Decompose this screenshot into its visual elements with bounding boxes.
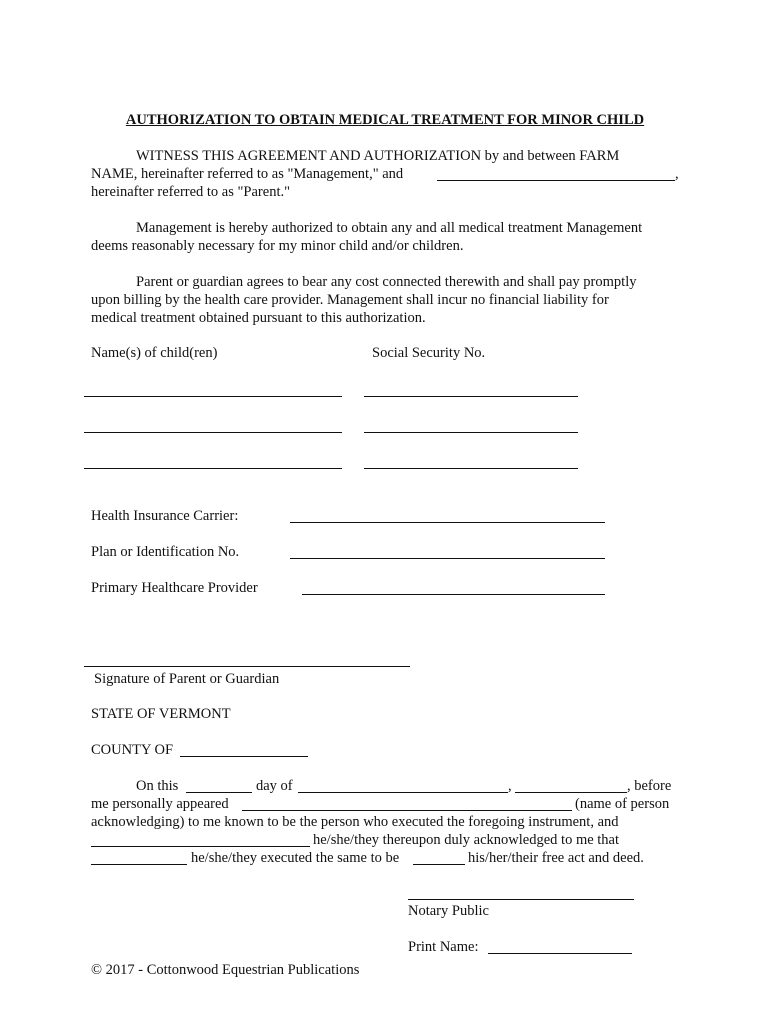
parent-name-blank[interactable] <box>437 180 675 181</box>
appeared-name-blank[interactable] <box>242 810 572 811</box>
document-title: AUTHORIZATION TO OBTAIN MEDICAL TREATMENT FOR MINOR CHILD <box>125 112 645 128</box>
on-this-label: On this <box>136 778 179 794</box>
day-blank[interactable] <box>186 792 252 793</box>
appeared-label: me personally appeared <box>91 796 229 812</box>
copyright-footer: © 2017 - Cottonwood Equestrian Publications <box>91 962 360 978</box>
insurance-carrier-blank[interactable] <box>290 522 605 523</box>
print-name-label: Print Name: <box>408 939 479 955</box>
signature-blank[interactable] <box>84 666 410 667</box>
insurance-carrier-label: Health Insurance Carrier: <box>91 508 239 524</box>
child-name-blank-2[interactable] <box>84 432 342 433</box>
before-label: , before <box>627 778 672 794</box>
witness-line-2 <box>91 166 403 183</box>
free-act-blank[interactable] <box>413 864 465 865</box>
cost-line-3: medical treatment obtained pursuant to this authorization. <box>91 310 426 326</box>
plan-id-blank[interactable] <box>290 558 605 559</box>
plan-id-label: Plan or Identification No. <box>91 544 240 560</box>
year-blank[interactable] <box>515 792 627 793</box>
child-ssn-blank-2[interactable] <box>364 432 578 433</box>
children-names-label: Name(s) of child(ren) <box>91 345 218 361</box>
child-ssn-blank-3[interactable] <box>364 468 578 469</box>
name-of-person-label: (name of person <box>575 796 670 812</box>
month-blank[interactable] <box>298 792 508 793</box>
notary-signature-blank[interactable] <box>408 899 634 900</box>
acknowledged-person-blank[interactable] <box>91 846 310 847</box>
executed-line: he/she/they executed the same to be <box>191 850 400 866</box>
county-label: COUNTY OF <box>91 742 174 758</box>
day-of-label: day of <box>256 778 293 794</box>
month-comma: , <box>508 778 512 794</box>
state-label: STATE OF VERMONT <box>91 706 231 722</box>
notary-public-label: Notary Public <box>408 903 489 919</box>
cost-line-1: Parent or guardian agrees to bear any cost connected therewith and shall pay promptly <box>136 274 637 290</box>
acknowledging-line: acknowledging) to me known to be the person who executed the foregoing instrument, and <box>91 814 619 830</box>
cost-line-2: upon billing by the health care provider. Management shall incur no financial liability for <box>91 292 609 308</box>
child-ssn-blank-1[interactable] <box>364 396 578 397</box>
authorization-line-1: Management is hereby authorized to obtain any and all medical treatment Management <box>136 220 643 236</box>
child-name-blank-3[interactable] <box>84 468 342 469</box>
county-blank[interactable] <box>180 756 308 757</box>
parent-name-comma: , <box>675 166 679 182</box>
signature-label: Signature of Parent or Guardian <box>94 671 280 687</box>
witness-line-3: hereinafter referred to as "Parent." <box>91 184 291 200</box>
witness-line-1: WITNESS THIS AGREEMENT AND AUTHORIZATION by and between FARM <box>136 148 620 164</box>
child-name-blank-1[interactable] <box>84 396 342 397</box>
print-name-blank[interactable] <box>488 953 632 954</box>
executed-person-blank[interactable] <box>91 864 187 865</box>
thereupon-line: he/she/they thereupon duly acknowledged to me that <box>313 832 620 848</box>
primary-provider-label: Primary Healthcare Provider <box>91 580 258 596</box>
ssn-label: Social Security No. <box>372 345 486 361</box>
witness-line-2-text: NAME, hereinafter referred to as "Management," and <box>91 166 404 182</box>
authorization-line-2: deems reasonably necessary for my minor child and/or children. <box>91 238 464 254</box>
free-act-line: his/her/their free act and deed. <box>468 850 644 866</box>
primary-provider-blank[interactable] <box>302 594 605 595</box>
